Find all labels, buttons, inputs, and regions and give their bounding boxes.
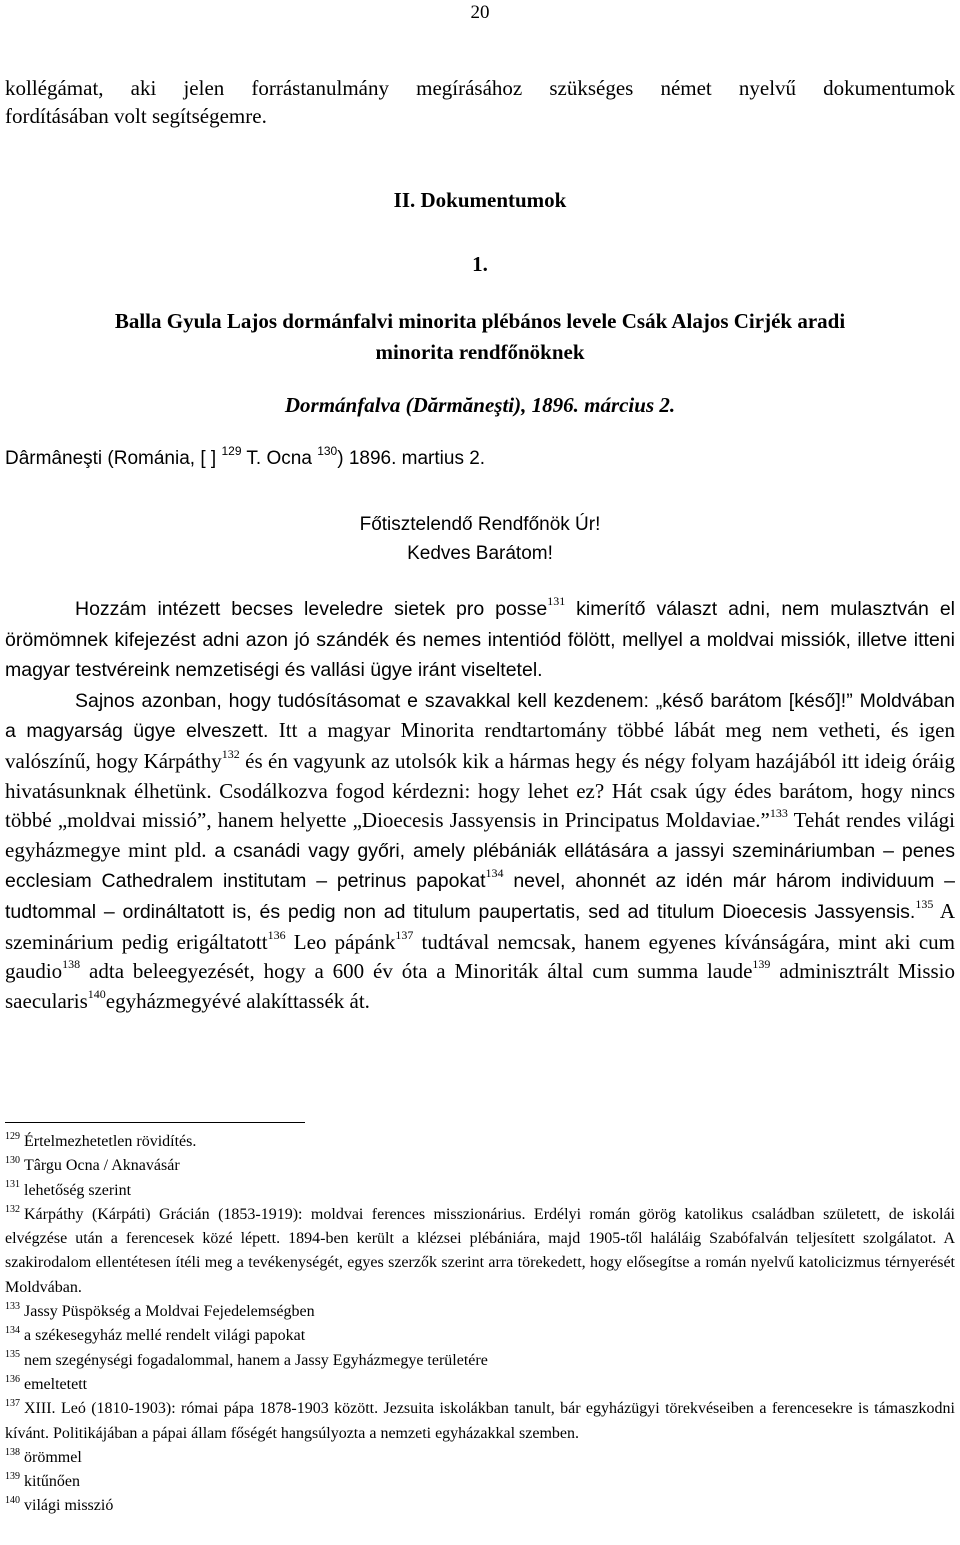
footnote — [5, 1130, 955, 1154]
intro-line: kollégámat, aki jelen forrástanulmány megírásához szükséges német nyelvű dokumentumok — [5, 76, 955, 100]
section-title: II. Dokumentumok — [393, 188, 567, 212]
footnote-ref: 131 — [547, 594, 566, 608]
footnote-number: 137 — [5, 1397, 20, 1409]
footnote — [5, 1494, 955, 1518]
footnote-ref: 133 — [769, 806, 788, 821]
footnote-ref: 140 — [87, 986, 106, 1001]
footnote-ref: 129 — [221, 443, 242, 458]
footnote-number: 131 — [5, 1179, 20, 1191]
salutation-line: Főtisztelendő Rendfőnök Úr! — [359, 514, 601, 535]
body-text: Itt a magyar Minorita rendtartomány többé lábát meg nem vetheti, és igen valószínű, hogy Kárpáthy — [5, 718, 956, 773]
body-paragraph — [5, 686, 955, 1017]
body-text: Hozzám intézett becses leveledre sietek pro posse — [75, 598, 548, 620]
body-text: nevel, ahonnét az idén már három individuum – tudtommal – ordináltatott is, és pedig non ad titulum paupertatis, sed ad titulum Dioecesis Jassyensis. — [5, 870, 955, 923]
page-number: 20 — [470, 2, 490, 23]
footnote-text: kitűnően — [24, 1473, 80, 1491]
footnote-text: világi misszió — [24, 1497, 114, 1515]
footnote — [5, 1203, 955, 1300]
footnote-number: 129 — [5, 1130, 20, 1142]
footnote — [5, 1324, 955, 1348]
footnote — [5, 1470, 955, 1494]
footnote-number: 135 — [5, 1349, 20, 1361]
body-text: adminisztrált Missio saecularis — [5, 959, 955, 1013]
footnote-number: 134 — [5, 1325, 20, 1337]
footnote — [5, 1154, 955, 1178]
footnote-ref: 136 — [267, 927, 286, 942]
salutation — [0, 510, 960, 568]
footnote — [5, 1373, 955, 1397]
footnote — [5, 1179, 955, 1203]
dateline-text: ) 1896. martius 2. — [337, 448, 486, 469]
footnote-text: lehetőség szerint — [24, 1181, 132, 1199]
footnote-number: 133 — [5, 1300, 20, 1312]
document-title — [30, 306, 930, 368]
body-text: egyházmegyévé alakíttassék át. — [105, 988, 370, 1013]
body-text: adta beleegyezését, hogy a 600 év óta a Minoriták által cum summa laude — [80, 959, 753, 984]
body-text: tudtával nemcsak, hanem egyenes kívánságára, mint aki cum gaudio — [5, 929, 956, 984]
footnote-ref: 132 — [221, 746, 240, 761]
body-text: Sajnos azonban, hogy tudósításomat e szavakkal kell kezdenem: „késő barátom [késő]!” Moldvában a magyarság ügye elveszett. — [5, 689, 955, 743]
body-text: Leo pápánk — [285, 929, 396, 954]
body-paragraph — [5, 594, 955, 686]
document-title-line: minorita rendfőnöknek — [375, 340, 585, 364]
document-number: 1. — [472, 252, 488, 276]
footnote-number: 139 — [5, 1470, 20, 1482]
footnote-text: a székesegyház mellé rendelt világi papokat — [24, 1327, 306, 1345]
letter-body — [5, 594, 955, 1016]
footnotes — [5, 1130, 955, 1519]
footnote-separator — [5, 1122, 305, 1123]
footnote-number: 140 — [5, 1495, 20, 1507]
dateline-text: Dârmâneşti (Románia, [ — [5, 448, 211, 469]
footnote-text: nem szegénységi fogadalommal, hanem a Jassy Egyházmegye területére — [24, 1351, 488, 1369]
footnote-text: Értelmezhetetlen rövidítés. — [24, 1133, 197, 1150]
footnote-text: Târgu Ocna / Aknavásár — [24, 1157, 180, 1175]
footnote-ref: 134 — [485, 866, 504, 881]
footnote-ref: 135 — [915, 896, 934, 911]
footnote — [5, 1300, 955, 1324]
footnote-ref: 137 — [395, 927, 414, 942]
footnote-text: Jassy Püspökség a Moldvai Fejedelemségben — [24, 1303, 315, 1321]
footnote — [5, 1349, 955, 1373]
footnote-number: 132 — [5, 1203, 20, 1215]
document-title-line: Balla Gyula Lajos dormánfalvi minorita plébános levele Csák Alajos Cirjék aradi — [114, 309, 846, 333]
footnote-text: örömmel — [24, 1448, 82, 1466]
footnote-ref: 138 — [62, 957, 81, 972]
body-text: a csanádi vagy győri, amely plébániák ellátására a jassyi szemináriumban – penes ecclesiam Cathedralem institutam – petrinus papokat — [5, 839, 956, 893]
footnote-number: 136 — [5, 1373, 20, 1385]
body-text: és én vagyunk az utolsók kik a hármas hegy és négy folyam hazájából itt ideig óráig hivatásunknak élhetünk. Csodálkozva fogod kérdezni: hogy lehet ez? Hát csak úgy édes barátom, hogy nincs többé „moldvai missió”, hanem helyette „Dioecesis Jassyensis in Principatus Moldaviae.” — [5, 748, 955, 833]
intro-paragraph — [5, 74, 955, 130]
body-text: kimerítő választ adni, nem mulasztván el örömömnek kifejezést adni azon jó szándék és nemes intentiód fölött, mellyel a moldvai missiók, illetve itteni magyar testvéreink nemzetiségi és vallási ügye iránt viseltetel. — [5, 598, 955, 682]
footnote-ref: 139 — [752, 957, 771, 972]
footnote-ref: 130 — [317, 443, 338, 458]
footnote — [5, 1397, 955, 1446]
letter-dateline — [5, 443, 486, 470]
footnote-text: emeltetett — [24, 1375, 88, 1393]
footnote-text: Kárpáthy (Kárpáti) Grácián (1853-1919): moldvai ferences misszionárius. Erdélyi román görög katolikus családban született, de iskolái elvégzése után a ferencesek közé lépett. 1894-ben került a klézsei plébániára, majd 1905-től haláláig Szabófalván teljesített szolgálatot. A szakirodalom ellentétesen ítéli meg a tevékenységét, egyes szerzők szerint arra törekedett, hogy elősegítse a román nyelvű katolicizmus térnyerését Moldvában. — [5, 1205, 955, 1296]
document-dateline: Dormánfalva (Dărmăneşti), 1896. március 2. — [284, 393, 676, 417]
salutation-line: Kedves Barátom! — [407, 543, 553, 564]
intro-line: fordításában volt segítségemre. — [5, 104, 267, 128]
footnote-text: XIII. Leó (1810-1903): római pápa 1878-1903 között. Jezsuita iskolákban tanult, bár egyházügyi törekvéseiben a ferencesekre is támaszkodni kívánt. Politikájában a pápai állam főségét hangsúlyozta a nemzeti egyházakkal szemben. — [5, 1400, 955, 1442]
footnote-number: 138 — [5, 1446, 20, 1458]
body-text: A szeminárium pedig erigáltatott — [5, 898, 955, 954]
dateline-text: T. Ocna — [241, 448, 318, 469]
body-text: Tehát rendes világi egyházmegye mint pld. — [5, 808, 955, 862]
dateline-text: ] — [210, 448, 222, 469]
footnote — [5, 1446, 955, 1470]
footnote-number: 130 — [5, 1154, 20, 1166]
